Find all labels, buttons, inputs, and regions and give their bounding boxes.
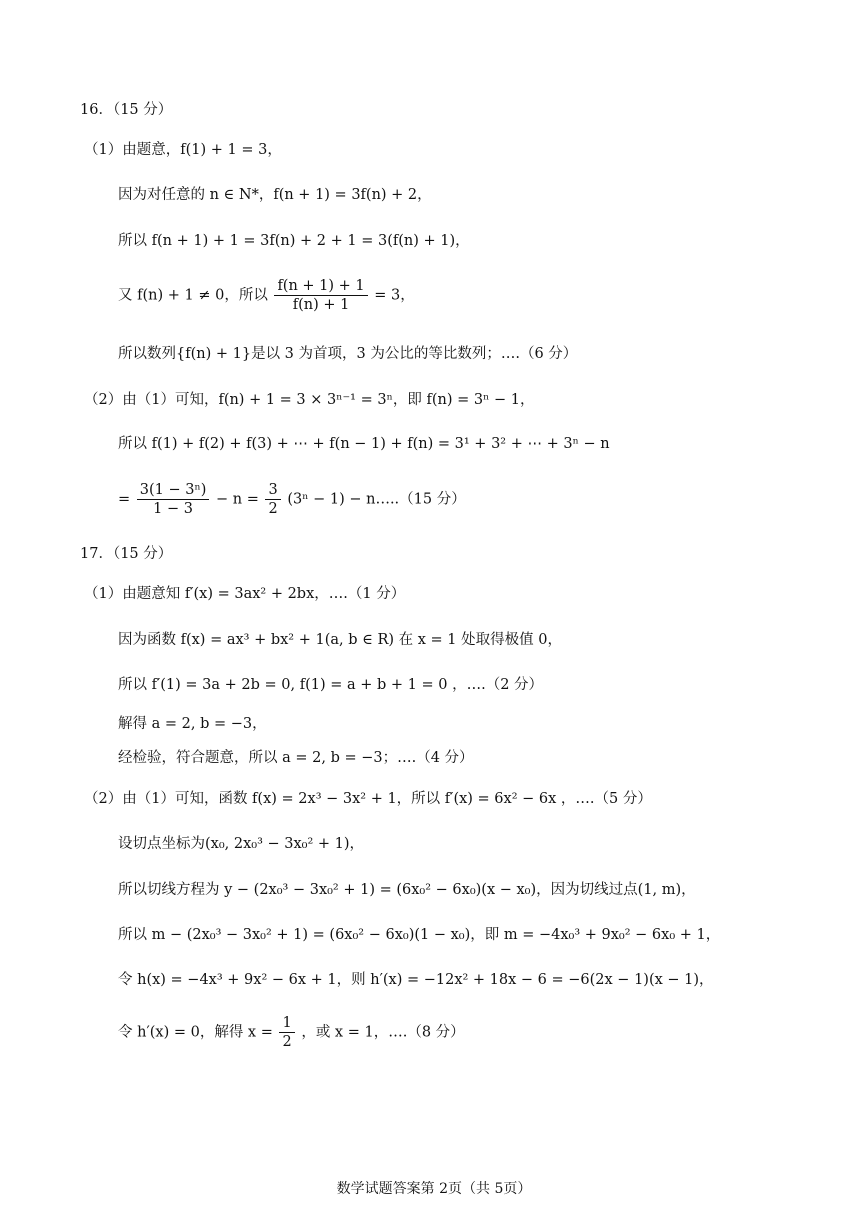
fraction-denominator: f(n) + 1 — [292, 297, 350, 313]
final-suffix: ，或 x = 1，….（8 分） — [301, 1024, 465, 1041]
fraction-denominator: 2 — [282, 1034, 292, 1050]
p17-step-line: 经检验，符合题意，所以 a = 2, b = −3；….（4 分） — [118, 750, 474, 766]
p16-part2-line: （2）由（1）可知，f(n) + 1 = 3 × 3ⁿ⁻¹ = 3ⁿ，即 f(n) = 3ⁿ − 1， — [84, 392, 535, 408]
ratio-prefix: 又 f(n) + 1 ≠ 0，所以 — [118, 287, 268, 304]
p16-sum-line: 所以 f(1) + f(2) + f(3) + ⋯ + f(n − 1) + f(n) = 3¹ + 3² + ⋯ + 3ⁿ − n — [118, 436, 610, 452]
p17-step-line: 所以切线方程为 y − (2x₀³ − 3x₀² + 1) = (6x₀² − 6x₀)(x − x₀)，因为切线过点(1, m)， — [118, 882, 696, 898]
problem-17-heading: 17．（15 分） — [80, 546, 173, 562]
fraction-denominator: 1 − 3 — [153, 501, 193, 517]
ratio-suffix: = 3， — [374, 287, 415, 304]
p16-conclusion-line: 所以数列{f(n) + 1}是以 3 为首项，3 为公比的等比数列；….（6 分） — [118, 346, 578, 362]
p17-step-line: 所以 m − (2x₀³ − 3x₀² + 1) = (6x₀² − 6x₀)(1 − x₀)，即 m = −4x₀³ + 9x₀² − 6x₀ + 1， — [118, 927, 721, 943]
problem-16-heading: 16．（15 分） — [80, 102, 173, 118]
p16-result-line — [118, 481, 466, 518]
p16-step-line: 所以 f(n + 1) + 1 = 3f(n) + 2 + 1 = 3(f(n) + 1)， — [118, 233, 470, 249]
ratio-fraction — [274, 277, 367, 314]
p17-step-line: 因为函数 f(x) = ax³ + bx² + 1(a, b ∈ R) 在 x = 1 处取得极值 0， — [118, 632, 562, 648]
sum-fraction — [137, 481, 210, 518]
fraction-numerator: f(n + 1) + 1 — [274, 277, 367, 296]
final-prefix: 令 h′(x) = 0，解得 x = — [118, 1024, 273, 1041]
equals-sign: = — [118, 491, 131, 508]
p16-part1-line: （1）由题意，f(1) + 1 = 3， — [84, 142, 282, 158]
result-tail: (3ⁿ − 1) − n…..（15 分） — [287, 491, 466, 508]
p17-step-line: 解得 a = 2, b = −3， — [118, 716, 267, 732]
fraction-numerator: 3(1 − 3ⁿ) — [137, 481, 210, 500]
page-footer: 数学试题答案第 2页（共 5页） — [336, 1181, 532, 1197]
p17-part2-line: （2）由（1）可知，函数 f(x) = 2x³ − 3x² + 1，所以 f′(x) = 6x² − 6x ，….（5 分） — [84, 791, 652, 807]
p17-step-line: 令 h(x) = −4x³ + 9x² − 6x + 1，则 h′(x) = −12x² + 18x − 6 = −6(2x − 1)(x − 1)， — [118, 972, 714, 988]
p16-ratio-line — [118, 277, 415, 314]
fraction-numerator: 1 — [279, 1014, 294, 1033]
three-halves-fraction — [265, 481, 280, 518]
fraction-denominator: 2 — [268, 501, 278, 517]
p17-step-line: 设切点坐标为(x₀, 2x₀³ − 3x₀² + 1)， — [118, 836, 365, 852]
p17-part1-line: （1）由题意知 f′(x) = 3ax² + 2bx，….（1 分） — [84, 586, 406, 602]
fraction-numerator: 3 — [265, 481, 280, 500]
p17-final-line — [118, 1014, 465, 1051]
p16-step-line: 因为对任意的 n ∈ N*，f(n + 1) = 3f(n) + 2， — [118, 187, 432, 203]
minus-n: − n = — [216, 491, 259, 508]
one-half-fraction — [279, 1014, 294, 1051]
p17-step-line: 所以 f′(1) = 3a + 2b = 0, f(1) = a + b + 1 = 0 ，….（2 分） — [118, 677, 544, 693]
